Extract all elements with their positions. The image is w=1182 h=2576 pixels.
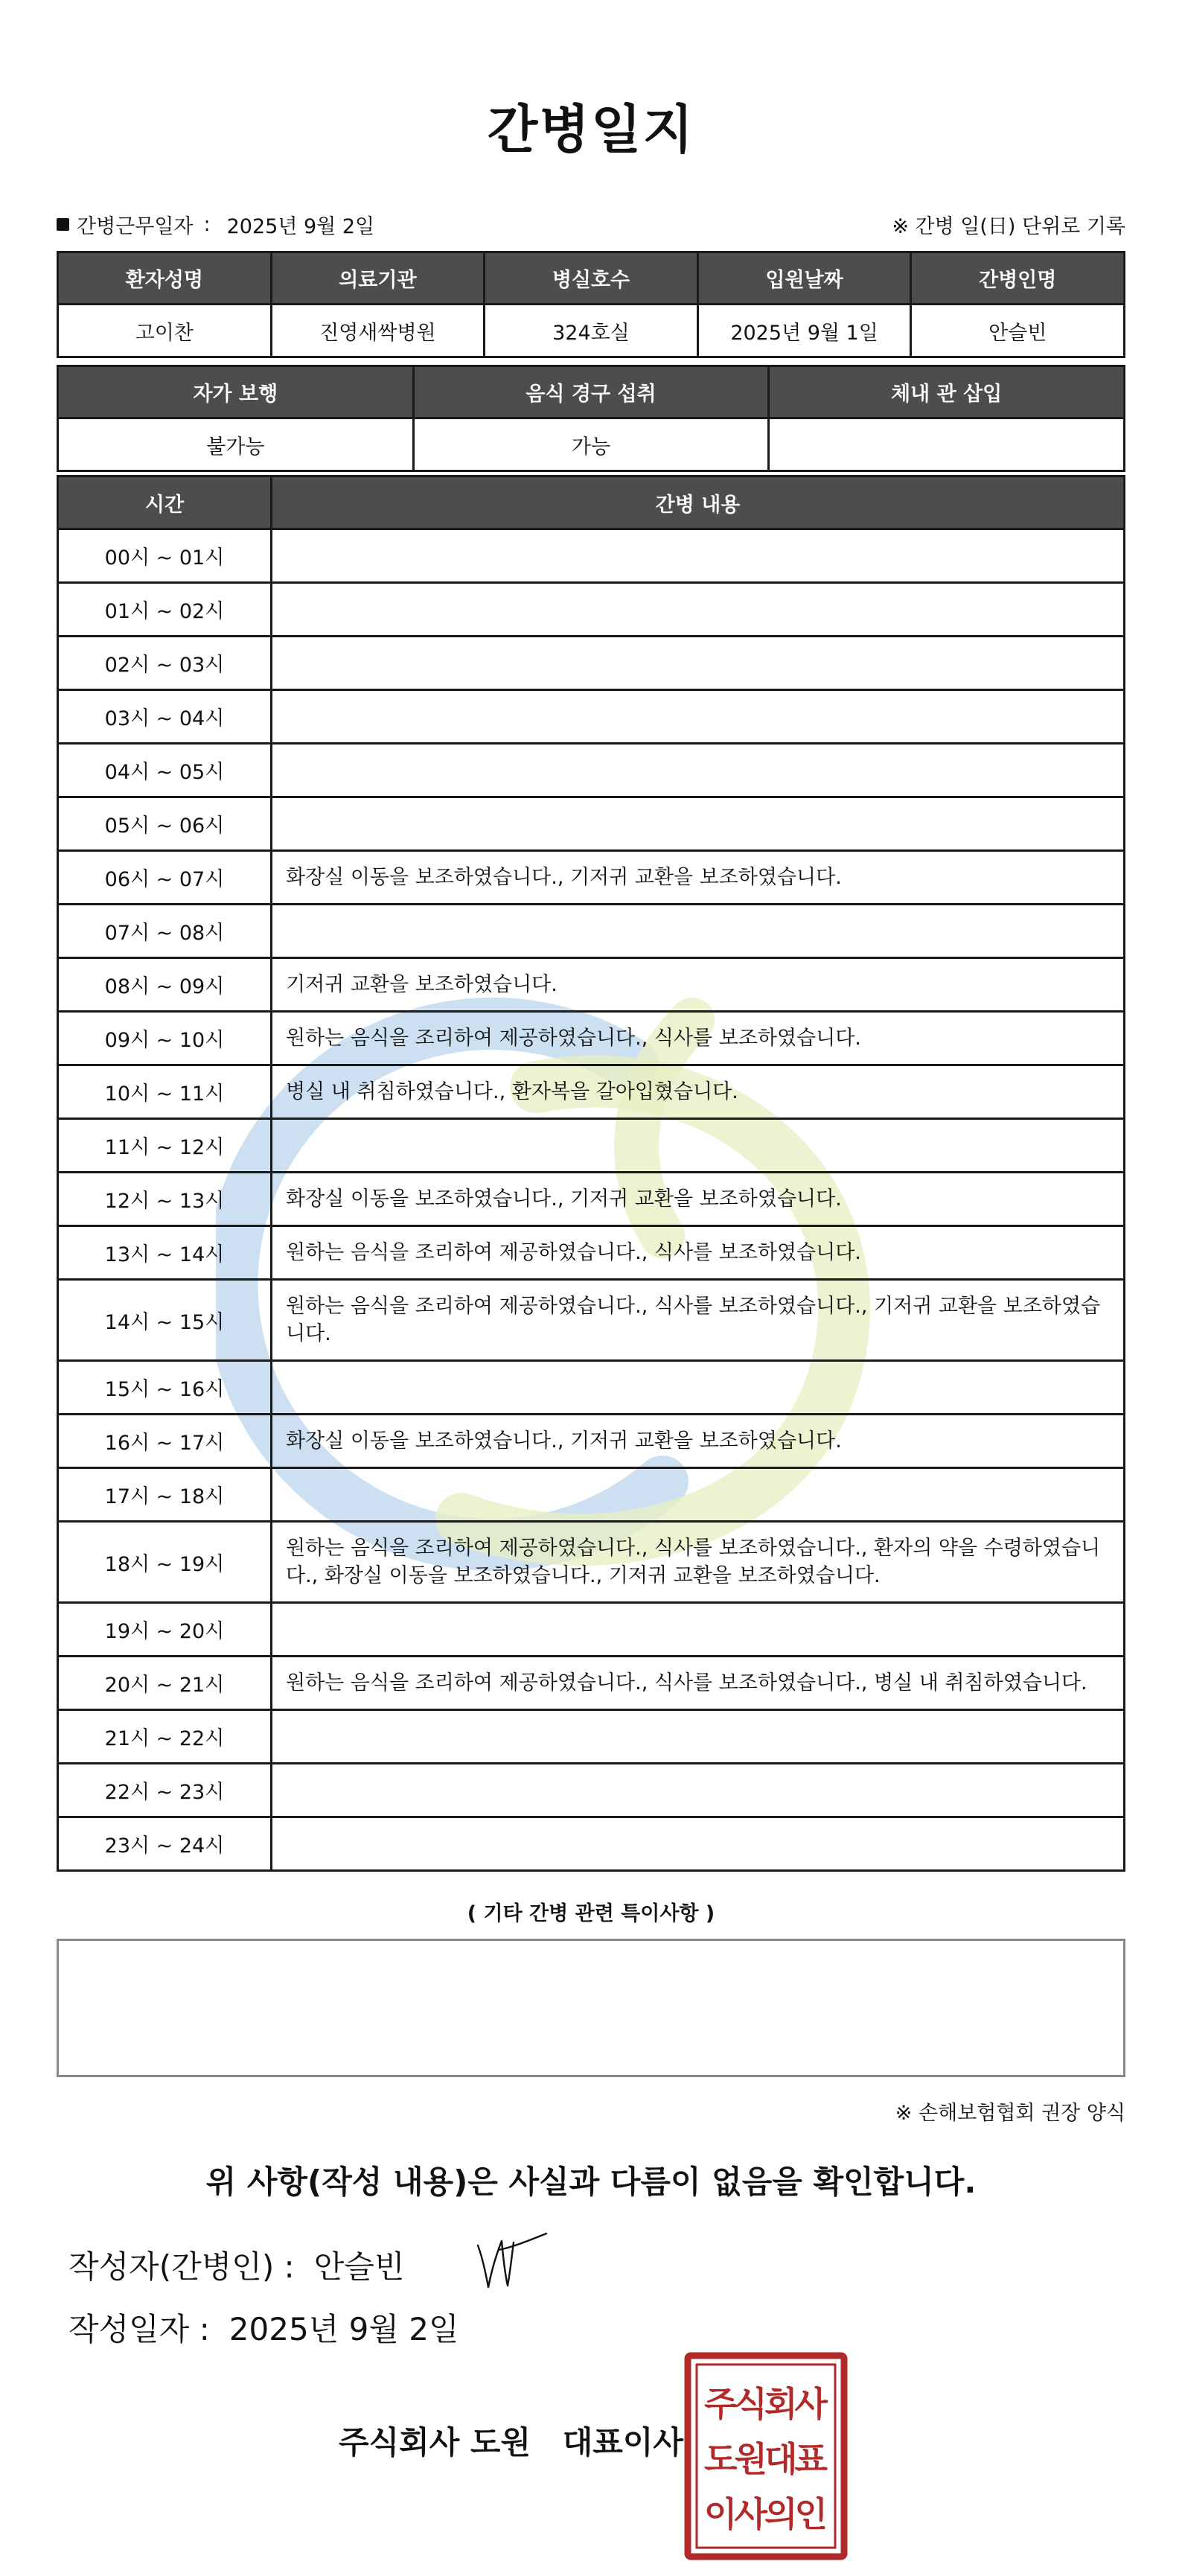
writer-line bbox=[68, 2242, 404, 2287]
patient-info-value-row bbox=[58, 305, 1125, 357]
oral-intake-value: 가능 bbox=[413, 418, 769, 471]
table-row bbox=[58, 851, 1125, 905]
table-row bbox=[58, 529, 1125, 583]
seal-glyph: 도 bbox=[704, 2439, 738, 2479]
care-content: 화장실 이동을 보조하였습니다., 기저귀 교환을 보조하였습니다. bbox=[272, 851, 1125, 905]
special-notes-box bbox=[57, 1939, 1125, 2077]
institution: 진영새싹병원 bbox=[271, 305, 485, 357]
patient-status-value-row bbox=[58, 418, 1125, 471]
hourly-care-log-table bbox=[57, 475, 1125, 1872]
care-content: 원하는 음식을 조리하여 제공하였습니다., 식사를 보조하였습니다., 환자의 약을 수령하였습니다., 화장실 이동을 보조하였습니다., 기저귀 교환을 보조하였습니다. bbox=[272, 1522, 1125, 1603]
time-slot: 06시 ~ 07시 bbox=[58, 851, 272, 905]
time-slot: 12시 ~ 13시 bbox=[58, 1173, 272, 1226]
seal-glyph: 표 bbox=[794, 2439, 828, 2479]
care-content bbox=[272, 529, 1125, 583]
table-row bbox=[58, 1361, 1125, 1415]
seal-glyph: 사 bbox=[734, 2494, 767, 2534]
time-slot: 20시 ~ 21시 bbox=[58, 1657, 272, 1710]
time-slot: 10시 ~ 11시 bbox=[58, 1065, 272, 1119]
table-row bbox=[58, 1012, 1125, 1065]
header-room-number: 병실호수 bbox=[485, 252, 698, 305]
table-row bbox=[58, 1119, 1125, 1173]
time-slot: 08시 ~ 09시 bbox=[58, 958, 272, 1012]
time-slot: 01시 ~ 02시 bbox=[58, 583, 272, 637]
time-slot: 00시 ~ 01시 bbox=[58, 529, 272, 583]
care-content: 화장실 이동을 보조하였습니다., 기저귀 교환을 보조하였습니다. bbox=[272, 1415, 1125, 1468]
confirmation-statement: 위 사항(작성 내용)은 사실과 다름이 없음을 확인합니다. bbox=[205, 2164, 977, 2200]
time-slot: 13시 ~ 14시 bbox=[58, 1226, 272, 1280]
seal-glyph: 대 bbox=[764, 2439, 798, 2479]
table-row bbox=[58, 1603, 1125, 1657]
patient-status-header-row bbox=[58, 366, 1125, 418]
time-slot: 11시 ~ 12시 bbox=[58, 1119, 272, 1173]
care-content: 원하는 음식을 조리하여 제공하였습니다., 식사를 보조하였습니다., 병실 내 취침하였습니다. bbox=[272, 1657, 1125, 1710]
time-slot: 09시 ~ 10시 bbox=[58, 1012, 272, 1065]
care-content: 원하는 음식을 조리하여 제공하였습니다., 식사를 보조하였습니다., 기저귀 교환을 보조하였습니다. bbox=[272, 1280, 1125, 1361]
work-date bbox=[57, 210, 374, 239]
form-source-note: ※ 손해보험협회 권장 양식 bbox=[895, 2102, 1125, 2125]
meta-row bbox=[57, 210, 1125, 240]
header-care-content: 간병 내용 bbox=[272, 476, 1125, 529]
company-seal bbox=[683, 2351, 849, 2561]
care-content bbox=[272, 1468, 1125, 1522]
care-content bbox=[272, 1817, 1125, 1871]
seal-glyph: 식 bbox=[734, 2384, 767, 2424]
care-content bbox=[272, 1361, 1125, 1415]
seal-glyph: 사 bbox=[794, 2384, 828, 2424]
time-slot: 18시 ~ 19시 bbox=[58, 1522, 272, 1603]
care-content bbox=[272, 583, 1125, 637]
time-slot: 14시 ~ 15시 bbox=[58, 1280, 272, 1361]
time-slot: 16시 ~ 17시 bbox=[58, 1415, 272, 1468]
care-content bbox=[272, 1603, 1125, 1657]
special-notes-title: ( 기타 간병 관련 특이사항 ) bbox=[467, 1902, 715, 1925]
time-slot: 07시 ~ 08시 bbox=[58, 905, 272, 958]
work-date-colon: : bbox=[203, 213, 211, 236]
care-content bbox=[272, 905, 1125, 958]
self-walking-value: 불가능 bbox=[58, 418, 414, 471]
care-content: 기저귀 교환을 보조하였습니다. bbox=[272, 958, 1125, 1012]
table-row bbox=[58, 797, 1125, 851]
patient-info-table bbox=[57, 251, 1125, 358]
table-row bbox=[58, 744, 1125, 797]
care-content: 원하는 음식을 조리하여 제공하였습니다., 식사를 보조하였습니다. bbox=[272, 1226, 1125, 1280]
tube-insertion-value bbox=[769, 418, 1125, 471]
patient-info-header-row bbox=[58, 252, 1125, 305]
time-slot: 03시 ~ 04시 bbox=[58, 690, 272, 744]
header-tube-insertion: 체내 관 삽입 bbox=[769, 366, 1125, 418]
table-row bbox=[58, 1065, 1125, 1119]
representative-title: 대표이사 bbox=[562, 2424, 683, 2461]
table-row bbox=[58, 1817, 1125, 1871]
written-date-line bbox=[68, 2305, 459, 2350]
table-row bbox=[58, 637, 1125, 690]
care-content bbox=[272, 1764, 1125, 1817]
company-signature-line bbox=[339, 2418, 683, 2463]
patient-name: 고이찬 bbox=[58, 305, 272, 357]
time-slot: 15시 ~ 16시 bbox=[58, 1361, 272, 1415]
log-header-row bbox=[58, 476, 1125, 529]
care-content bbox=[272, 1119, 1125, 1173]
care-content bbox=[272, 797, 1125, 851]
table-row bbox=[58, 905, 1125, 958]
care-content: 화장실 이동을 보조하였습니다., 기저귀 교환을 보조하였습니다. bbox=[272, 1173, 1125, 1226]
time-slot: 19시 ~ 20시 bbox=[58, 1603, 272, 1657]
admission-date: 2025년 9월 1일 bbox=[697, 305, 911, 357]
written-date-value: 2025년 9월 2일 bbox=[229, 2311, 459, 2347]
table-row bbox=[58, 1468, 1125, 1522]
header-oral-intake: 음식 경구 섭취 bbox=[413, 366, 769, 418]
company-name: 주식회사 도원 bbox=[339, 2424, 531, 2461]
care-content bbox=[272, 637, 1125, 690]
header-time: 시간 bbox=[58, 476, 272, 529]
seal-glyph: 주 bbox=[704, 2384, 738, 2424]
caregiver-name: 안슬빈 bbox=[911, 305, 1125, 357]
header-caregiver-name: 간병인명 bbox=[911, 252, 1125, 305]
writer-name: 안슬빈 bbox=[313, 2248, 405, 2285]
patient-status-table bbox=[57, 365, 1125, 472]
work-date-value: 2025년 9월 2일 bbox=[226, 215, 375, 238]
time-slot: 05시 ~ 06시 bbox=[58, 797, 272, 851]
table-row bbox=[58, 1657, 1125, 1710]
table-row bbox=[58, 1173, 1125, 1226]
care-content bbox=[272, 690, 1125, 744]
seal-glyph: 회 bbox=[764, 2384, 798, 2424]
signature bbox=[469, 2228, 551, 2295]
table-row bbox=[58, 1522, 1125, 1603]
table-row bbox=[58, 1280, 1125, 1361]
table-row bbox=[58, 690, 1125, 744]
seal-glyph: 인 bbox=[794, 2494, 828, 2534]
work-date-label: 간병근무일자 bbox=[77, 215, 194, 238]
writer-label: 작성자(간병인) : bbox=[68, 2248, 295, 2285]
written-date-label: 작성일자 : bbox=[68, 2311, 210, 2347]
time-slot: 04시 ~ 05시 bbox=[58, 744, 272, 797]
document-title: 간병일지 bbox=[487, 99, 695, 160]
care-content bbox=[272, 1710, 1125, 1764]
header-admission-date: 입원날짜 bbox=[697, 252, 911, 305]
table-row bbox=[58, 958, 1125, 1012]
care-content: 원하는 음식을 조리하여 제공하였습니다., 식사를 보조하였습니다. bbox=[272, 1012, 1125, 1065]
table-row bbox=[58, 583, 1125, 637]
square-bullet-icon bbox=[57, 218, 69, 231]
seal-glyph: 원 bbox=[734, 2439, 767, 2479]
record-unit-note: ※ 간병 일(日) 단위로 기록 bbox=[892, 215, 1125, 238]
table-row bbox=[58, 1710, 1125, 1764]
room-number: 324호실 bbox=[485, 305, 698, 357]
time-slot: 23시 ~ 24시 bbox=[58, 1817, 272, 1871]
table-row bbox=[58, 1226, 1125, 1280]
care-content bbox=[272, 744, 1125, 797]
table-row bbox=[58, 1415, 1125, 1468]
header-patient-name: 환자성명 bbox=[58, 252, 272, 305]
time-slot: 22시 ~ 23시 bbox=[58, 1764, 272, 1817]
time-slot: 21시 ~ 22시 bbox=[58, 1710, 272, 1764]
header-institution: 의료기관 bbox=[271, 252, 485, 305]
care-content: 병실 내 취침하였습니다., 환자복을 갈아입혔습니다. bbox=[272, 1065, 1125, 1119]
table-row bbox=[58, 1764, 1125, 1817]
time-slot: 02시 ~ 03시 bbox=[58, 637, 272, 690]
header-self-walking: 자가 보행 bbox=[58, 366, 414, 418]
seal-glyph: 이 bbox=[704, 2494, 738, 2534]
seal-glyph: 의 bbox=[764, 2494, 798, 2534]
time-slot: 17시 ~ 18시 bbox=[58, 1468, 272, 1522]
